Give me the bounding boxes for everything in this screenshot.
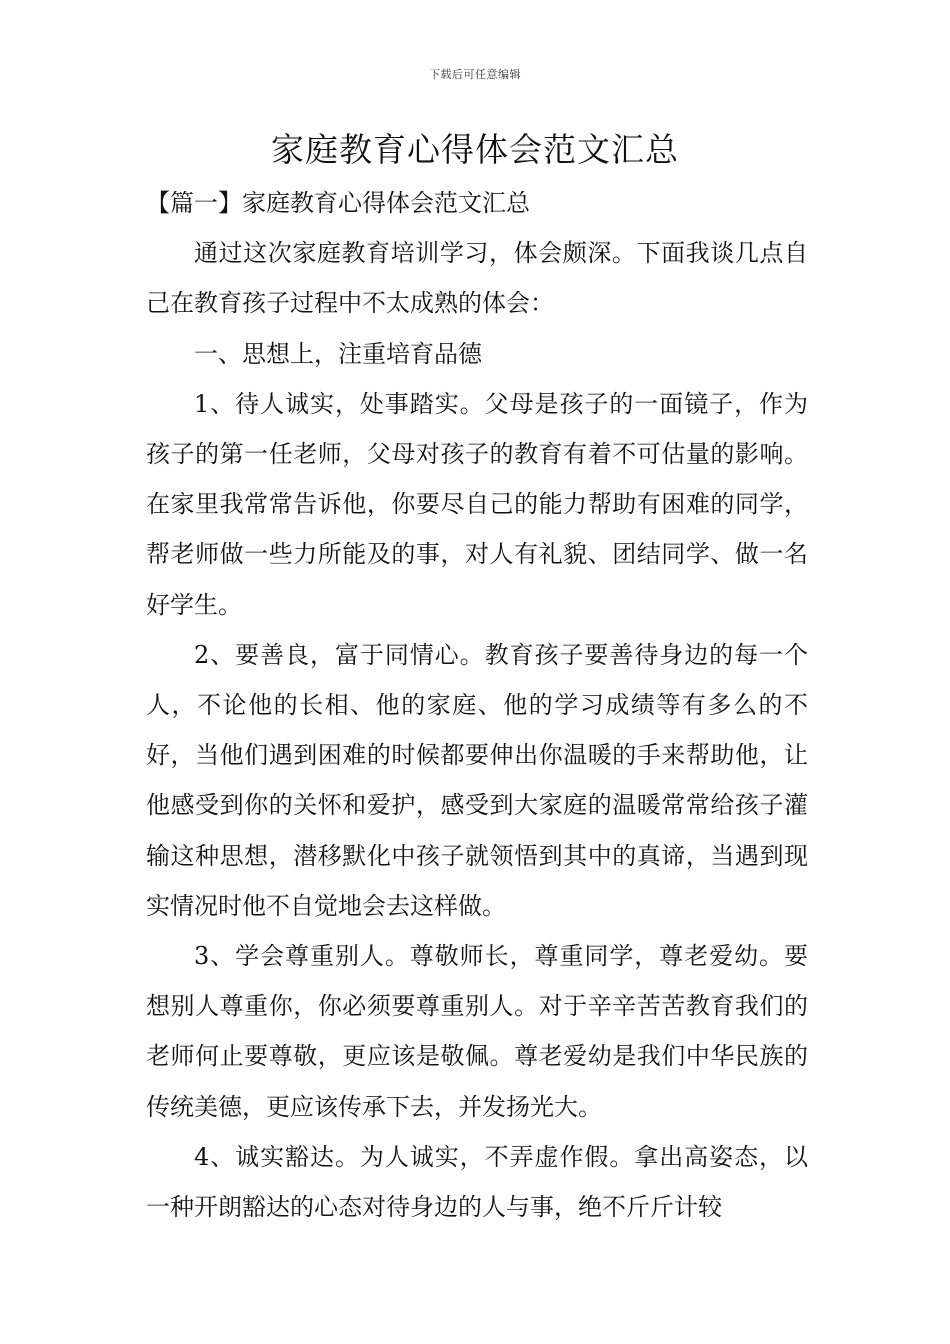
paragraph-point-1: 1、待人诚实，处事踏实。父母是孩子的一面镜子，作为孩子的第一任老师，父母对孩子的教育有着不可估量的影响。在家里我常常告诉他，你要尽自己的能力帮助有困难的同学，帮老师做一些力所能及的事，对人有礼貌、团结同学、做一名好学生。 [146,389,808,619]
paragraph-point-4: 4、诚实豁达。为人诚实，不弄虚作假。拿出高姿态，以一种开朗豁达的心态对待身边的人与事，绝不斤斤计较 [146,1142,808,1222]
document-title: 家庭教育心得体会范文汇总 [271,130,679,169]
paragraph-point-3: 3、学会尊重别人。尊敬师长，尊重同学，尊老爱幼。要想别人尊重你，你必须要尊重别人。对于辛辛苦苦教育我们的老师何止要尊敬，更应该是敬佩。尊老爱幼是我们中华民族的传统美德，更应该传承下去，并发扬光大。 [146,942,808,1121]
paragraph-heading-1: 一、思想上，注重培育品德 [194,339,482,368]
paragraph-intro: 通过这次家庭教育培训学习，体会颇深。下面我谈几点自己在教育孩子过程中不太成熟的体会： [146,239,808,318]
section-heading: 【篇一】家庭教育心得体会范文汇总 [146,189,530,217]
header-note: 下载后可任意编辑 [429,68,521,81]
paragraph-point-2: 2、要善良，富于同情心。教育孩子要善待身边的每一个人，不论他的长相、他的家庭、他的学习成绩等有多么的不好，当他们遇到困难的时候都要伸出你温暖的手来帮助他，让他感受到你的关怀和爱护，感受到大家庭的温暖常常给孩子灌输这种思想，潜移默化中孩子就领悟到其中的真谛，当遇到现实情况时他不自觉地会去这样做。 [146,640,808,920]
document-body [146,178,808,1232]
